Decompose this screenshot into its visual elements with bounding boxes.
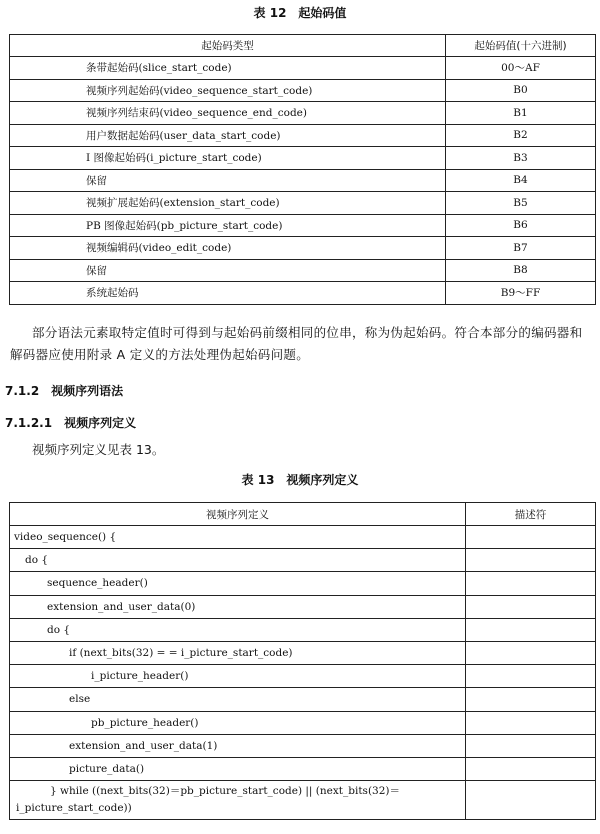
start-code-type-cell: 视频编辑码(video_edit_code) — [10, 237, 446, 260]
table-row — [10, 688, 596, 711]
syntax-cell: do { — [10, 618, 466, 641]
table-header-row — [10, 35, 596, 57]
table-row — [10, 595, 596, 618]
start-code-table — [9, 34, 596, 305]
table-row — [10, 665, 596, 688]
syntax-cell: video_sequence() { — [10, 526, 466, 549]
table-row — [10, 57, 596, 80]
start-code-type-cell: 系统起始码 — [10, 282, 446, 305]
syntax-cell: i_picture_header() — [10, 665, 466, 688]
table-row — [10, 237, 596, 260]
syntax-cell: pb_picture_header() — [10, 711, 466, 734]
table-row — [10, 757, 596, 780]
table-row — [10, 526, 596, 549]
table-row — [10, 572, 596, 595]
start-code-type-cell: 视频序列起始码(video_sequence_start_code) — [10, 79, 446, 102]
table-row — [10, 214, 596, 237]
table-row — [10, 192, 596, 215]
descriptor-cell — [466, 757, 596, 780]
syntax-cell: extension_and_user_data(1) — [10, 734, 466, 757]
table-row — [10, 147, 596, 170]
start-code-type-cell: 保留 — [10, 259, 446, 282]
table-row — [10, 734, 596, 757]
descriptor-cell — [466, 549, 596, 572]
start-code-type-cell: 保留 — [10, 169, 446, 192]
start-code-value-cell: B5 — [446, 192, 596, 215]
descriptor-cell — [466, 641, 596, 664]
descriptor-cell — [466, 526, 596, 549]
start-code-type-cell: I 图像起始码(i_picture_start_code) — [10, 147, 446, 170]
table13-caption: 表 13 视频序列定义 — [241, 473, 359, 487]
syntax-cell: if (next_bits(32) = = i_picture_start_code) — [10, 641, 466, 664]
column-header-definition: 视频序列定义 — [10, 503, 466, 526]
descriptor-cell — [466, 618, 596, 641]
table-row — [10, 259, 596, 282]
syntax-cell: else — [10, 688, 466, 711]
video-sequence-table — [9, 502, 596, 820]
start-code-value-cell: 00～AF — [446, 57, 596, 80]
start-code-value-cell: B3 — [446, 147, 596, 170]
syntax-cell: picture_data() — [10, 757, 466, 780]
descriptor-cell — [466, 711, 596, 734]
syntax-cell: extension_and_user_data(0) — [10, 595, 466, 618]
column-header-value: 起始码值(十六进制) — [446, 35, 596, 57]
descriptor-cell — [466, 572, 596, 595]
descriptor-cell — [466, 781, 596, 820]
table-row — [10, 641, 596, 664]
syntax-cell: do { — [10, 549, 466, 572]
syntax-cell: } while ((next_bits(32)＝pb_picture_start_code) || (next_bits(32)＝i_picture_start_code)) — [10, 781, 466, 820]
descriptor-cell — [466, 734, 596, 757]
start-code-type-cell: 视频扩展起始码(extension_start_code) — [10, 192, 446, 215]
start-code-value-cell: B9～FF — [446, 282, 596, 305]
descriptor-cell — [466, 595, 596, 618]
descriptor-cell — [466, 688, 596, 711]
start-code-value-cell: B8 — [446, 259, 596, 282]
table-row — [10, 711, 596, 734]
table-row — [10, 102, 596, 125]
start-code-value-cell: B1 — [446, 102, 596, 125]
table-row — [10, 549, 596, 572]
table-row — [10, 781, 596, 820]
table-row — [10, 618, 596, 641]
table-row — [10, 124, 596, 147]
column-header-descriptor: 描述符 — [466, 503, 596, 526]
video-sequence-table-body — [10, 526, 596, 820]
pseudo-start-code-paragraph: 部分语法元素取特定值时可得到与起始码前缀相同的位串，称为伪起始码。符合本部分的编码器和解码器应使用附录 A 定义的方法处理伪起始码问题。 — [10, 325, 583, 362]
start-code-type-cell: 条带起始码(slice_start_code) — [10, 57, 446, 80]
start-code-value-cell: B6 — [446, 214, 596, 237]
table-row — [10, 79, 596, 102]
start-code-value-cell: B4 — [446, 169, 596, 192]
table12-caption: 表 12 起始码值 — [253, 6, 347, 20]
start-code-type-cell: 用户数据起始码(user_data_start_code) — [10, 124, 446, 147]
table-row — [10, 169, 596, 192]
start-code-value-cell: B2 — [446, 124, 596, 147]
start-code-type-cell: PB 图像起始码(pb_picture_start_code) — [10, 214, 446, 237]
syntax-cell: sequence_header() — [10, 572, 466, 595]
start-code-type-cell: 视频序列结束码(video_sequence_end_code) — [10, 102, 446, 125]
section-heading-7-1-2-1: 7.1.2.1 视频序列定义 — [5, 416, 137, 430]
table-header-row — [10, 503, 596, 526]
descriptor-cell — [466, 665, 596, 688]
column-header-type: 起始码类型 — [10, 35, 446, 57]
start-code-value-cell: B0 — [446, 79, 596, 102]
start-code-table-body — [10, 57, 596, 305]
table-row — [10, 282, 596, 305]
table13-reference-paragraph: 视频序列定义见表 13。 — [32, 442, 165, 457]
section-heading-7-1-2: 7.1.2 视频序列语法 — [5, 384, 124, 398]
start-code-value-cell: B7 — [446, 237, 596, 260]
